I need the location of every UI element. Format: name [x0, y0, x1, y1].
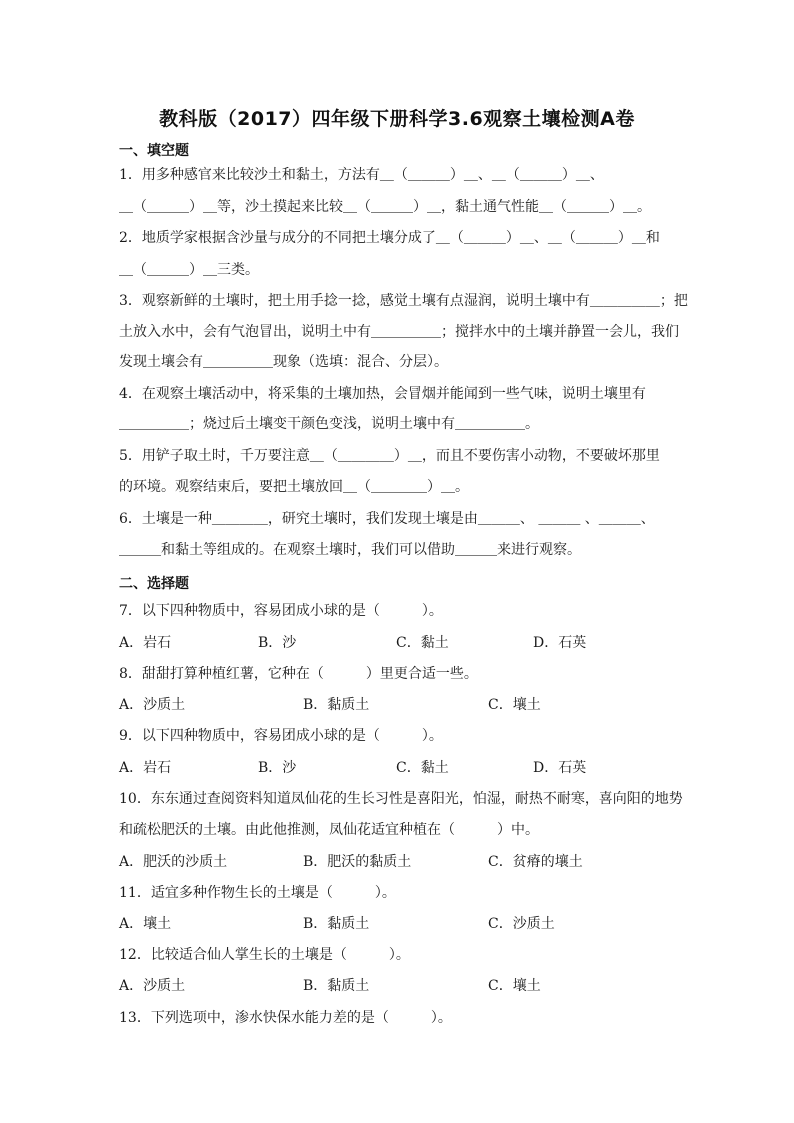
question-3-line-1: 3．观察新鲜的土壤时，把土用手捻一捻，感觉土壤有点湿润，说明土壤中有＿＿＿＿＿；把: [119, 293, 688, 309]
question-6-line-1: 6．土壤是一种＿＿＿＿，研究土壤时，我们发现土壤是由＿＿＿、 ＿＿＿ 、＿＿＿、: [119, 511, 655, 527]
question-7-option-d[interactable]: D．石英: [533, 635, 587, 651]
question-8-option-b[interactable]: B．黏质土: [303, 697, 370, 713]
question-9-stem: 9．以下四种物质中，容易团成小球的是（ ）。: [119, 728, 443, 744]
question-12-stem: 12．比较适合仙人掌生长的土壤是（ ）。: [119, 947, 410, 963]
question-10-option-b[interactable]: B．肥沃的黏质土: [303, 854, 412, 870]
question-4-line-2: ＿＿＿＿＿；烧过后土壤变干颜色变浅，说明土壤中有＿＿＿＿＿。: [119, 416, 539, 432]
question-7-option-b[interactable]: B．沙: [258, 635, 297, 651]
question-9-option-b[interactable]: B．沙: [258, 760, 297, 776]
question-3-line-2: 土放入水中，会有气泡冒出，说明土中有＿＿＿＿＿；搅拌水中的土壤并静置一会儿，我们: [119, 324, 679, 340]
question-10-stem-line-2: 和疏松肥沃的土壤。由此他推测，凤仙花适宜种植在（ ）中。: [119, 822, 539, 838]
question-10-option-a[interactable]: A．肥沃的沙质土: [119, 854, 228, 870]
question-13-stem: 13．下列选项中，渗水快保水能力差的是（ ）。: [119, 1010, 452, 1026]
question-1-line-1: 1．用多种感官来比较沙土和黏土，方法有＿（＿＿＿）＿、＿（＿＿＿）＿、: [119, 167, 604, 183]
question-11-option-c[interactable]: C．沙质土: [488, 916, 555, 932]
question-6-line-2: ＿＿＿和黏土等组成的。在观察土壤时，我们可以借助＿＿＿来进行观察。: [119, 542, 581, 558]
question-12-option-b[interactable]: B．黏质土: [303, 978, 370, 994]
question-9-option-a[interactable]: A．岩石: [119, 760, 172, 776]
question-10-option-c[interactable]: C．贫瘠的壤土: [488, 854, 583, 870]
question-8-stem: 8．甜甜打算种植红薯，它种在（ ）里更合适一些。: [119, 666, 478, 682]
question-2-line-1: 2．地质学家根据含沙量与成分的不同把土壤分成了＿（＿＿＿）＿、＿（＿＿＿）＿和: [119, 230, 660, 246]
question-10-stem-line-1: 10．东东通过查阅资料知道凤仙花的生长习性是喜阳光，怕湿，耐热不耐寒，喜向阳的地势: [119, 791, 683, 807]
question-5-line-1: 5．用铲子取土时，千万要注意＿（＿＿＿＿）＿，而且不要伤害小动物，不要破坏那里: [119, 448, 660, 464]
question-7-option-a[interactable]: A．岩石: [119, 635, 172, 651]
question-9-option-c[interactable]: C．黏土: [396, 760, 449, 776]
question-11-option-a[interactable]: A．壤土: [119, 916, 172, 932]
section-heading-choice: 二、选择题: [119, 576, 189, 592]
question-8-option-c[interactable]: C．壤土: [488, 697, 541, 713]
question-3-line-3: 发现土壤会有＿＿＿＿＿现象（选填：混合、分层）。: [119, 354, 448, 370]
page-title: 教科版（2017）四年级下册科学3.6观察土壤检测A卷: [159, 108, 635, 130]
question-2-line-2: ＿（＿＿＿）＿三类。: [119, 262, 259, 278]
question-4-line-1: 4．在观察土壤活动中，将采集的土壤加热，会冒烟并能闻到一些气味，说明土壤里有: [119, 386, 646, 402]
section-heading-fill: 一、填空题: [119, 143, 189, 159]
question-1-line-2: ＿（＿＿＿）＿等，沙土摸起来比较＿（＿＿＿）＿，黏土通气性能＿（＿＿＿）＿。: [119, 199, 651, 215]
question-5-line-2: 的环境。观察结束后，要把土壤放回＿（＿＿＿＿）＿。: [119, 479, 469, 495]
question-9-option-d[interactable]: D．石英: [533, 760, 587, 776]
question-8-option-a[interactable]: A．沙质土: [119, 697, 186, 713]
question-11-option-b[interactable]: B．黏质土: [303, 916, 370, 932]
question-12-option-a[interactable]: A．沙质土: [119, 978, 186, 994]
question-11-stem: 11．适宜多种作物生长的土壤是（ ）。: [119, 885, 396, 901]
question-7-stem: 7．以下四种物质中，容易团成小球的是（ ）。: [119, 603, 443, 619]
question-7-option-c[interactable]: C．黏土: [396, 635, 449, 651]
question-12-option-c[interactable]: C．壤土: [488, 978, 541, 994]
